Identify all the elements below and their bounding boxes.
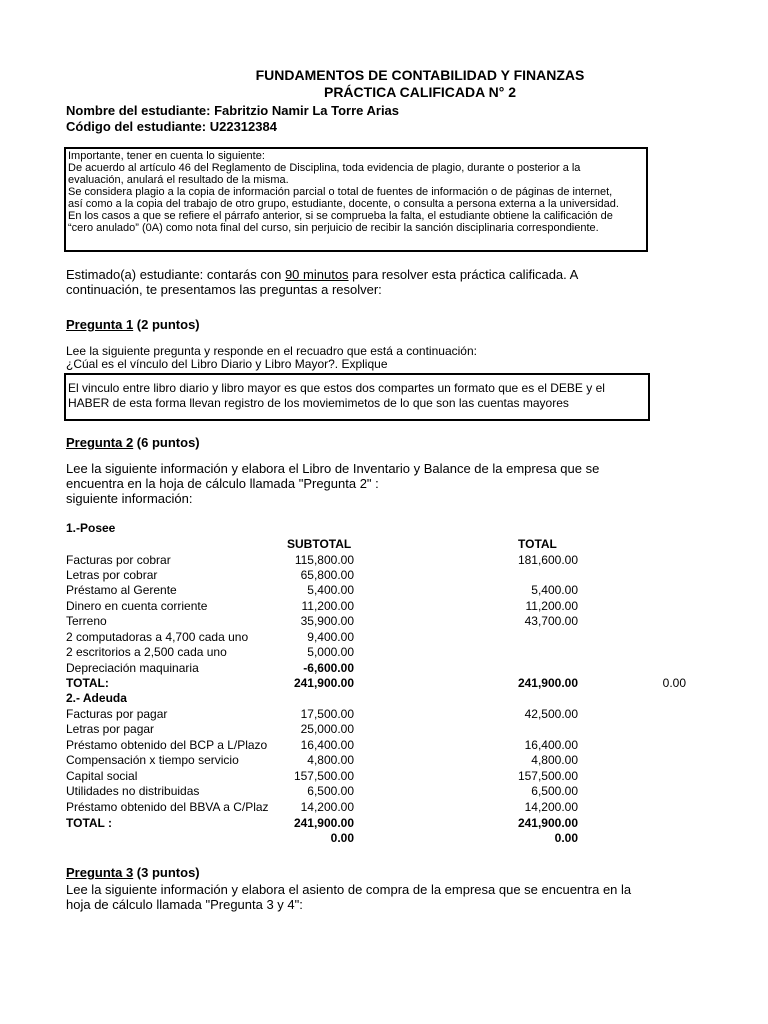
row-total: 241,900.00: [517, 676, 578, 690]
notice-line: Importante, tener en cuenta lo siguiente:: [68, 150, 265, 162]
row-label: Depreciación maquinaria: [66, 661, 199, 675]
question-3-instruction-1: Lee la siguiente información y elabora el asiento de compra de la empresa que se encuentra en la: [66, 882, 632, 897]
section-posee: 1.-Posee: [66, 521, 116, 535]
question-2-instruction-3: siguiente información:: [66, 491, 193, 506]
question-1-points: (2 puntos): [133, 317, 200, 332]
student-name: Nombre del estudiante: Fabritzio Namir La Torre Arias: [66, 103, 400, 118]
row-subtotal: 241,900.00: [293, 816, 354, 830]
row-label: Utilidades no distribuidas: [66, 784, 200, 798]
row-difference: 0.00: [662, 676, 686, 690]
row-subtotal: 5,400.00: [307, 583, 354, 597]
question-3-title: Pregunta 3: [66, 865, 134, 880]
row-subtotal: -6,600.00: [303, 661, 354, 675]
row-subtotal: 5,000.00: [307, 645, 354, 659]
row-subtotal: 25,000.00: [300, 722, 354, 736]
row-subtotal: 35,900.00: [300, 614, 354, 628]
answer-line: El vinculo entre libro diario y libro mayor es que estos dos compartes un formato que es el DEBE y el: [68, 381, 605, 395]
intro-time: 90 minutos: [284, 267, 349, 282]
row-total: 5,400.00: [531, 583, 578, 597]
notice-line: así como a la copia del trabajo de otro grupo, estudiante, docente, o consulta a persona externa a la universidad.: [68, 198, 619, 210]
question-1-answer-box[interactable]: [64, 373, 650, 421]
intro-text: Estimado(a) estudiante: contarás con: [66, 267, 285, 282]
row-subtotal: 17,500.00: [300, 707, 354, 721]
row-subtotal: 6,500.00: [307, 784, 354, 798]
question-1-prompt: ¿Cúal es el vínculo del Libro Diario y Libro Mayor?. Explique: [66, 357, 388, 371]
row-label: Letras por pagar: [66, 722, 155, 736]
row-label: 2 escritorios a 2,500 cada uno: [66, 645, 227, 659]
question-3-instruction-2: hoja de cálculo llamada "Pregunta 3 y 4":: [66, 897, 303, 912]
question-3-points: (3 puntos): [133, 865, 200, 880]
answer-line: HABER de esta forma llevan registro de los moviemimetos de lo que son las cuentas mayores: [68, 396, 569, 410]
row-label: Compensación x tiempo servicio: [66, 753, 239, 767]
intro-line-2: continuación, te presentamos las preguntas a resolver:: [66, 282, 382, 297]
question-2-instruction-2: encuentra en la hoja de cálculo llamada "Pregunta 2" :: [66, 476, 379, 491]
row-subtotal: 65,800.00: [300, 568, 354, 582]
row-total: 42,500.00: [524, 707, 578, 721]
row-label: Dinero en cuenta corriente: [66, 599, 208, 613]
row-total: 6,500.00: [531, 784, 578, 798]
row-label: Facturas por cobrar: [66, 553, 171, 567]
question-2-heading: [66, 435, 200, 450]
question-1-instruction: Lee la siguiente pregunta y responde en el recuadro que está a continuación:: [66, 344, 477, 358]
row-label: TOTAL:: [66, 676, 109, 690]
row-subtotal: 157,500.00: [293, 769, 354, 783]
document-title: FUNDAMENTOS DE CONTABILIDAD Y FINANZAS: [255, 67, 585, 83]
document-subtitle: PRÁCTICA CALIFICADA N° 2: [323, 84, 516, 100]
intro-line-1: [66, 267, 578, 282]
notice-line: “cero anulado” (0A) como nota final del curso, sin perjuicio de recibir la sanción disciplinaria correspondiente.: [68, 222, 599, 234]
plagiarism-notice-box: [64, 147, 648, 252]
row-total: 157,500.00: [517, 769, 578, 783]
intro-text: para resolver esta práctica calificada. A: [348, 267, 579, 282]
question-2-instruction-1: Lee la siguiente información y elabora el Libro de Inventario y Balance de la empresa que se: [66, 461, 600, 476]
row-label: Capital social: [66, 769, 138, 783]
row-subtotal: 14,200.00: [300, 800, 354, 814]
row-subtotal: 4,800.00: [307, 753, 354, 767]
question-1-heading: [66, 317, 200, 332]
row-subtotal: 11,200.00: [301, 599, 354, 613]
row-label: Préstamo obtenido del BCP a L/Plazo: [66, 738, 268, 752]
notice-line: evaluación, anulará el resultado de la misma.: [68, 174, 289, 186]
question-2-points: (6 puntos): [133, 435, 200, 450]
notice-line: Se considera plagio a la copia de información parcial o total de fuentes de información o de páginas de internet,: [68, 186, 613, 198]
row-label: Terreno: [66, 614, 107, 628]
row-total: 4,800.00: [531, 753, 578, 767]
section-adeuda: 2.- Adeuda: [66, 691, 127, 705]
row-subtotal: 9,400.00: [307, 630, 354, 644]
row-label: TOTAL :: [66, 816, 112, 830]
notice-line: De acuerdo al artículo 46 del Reglamento de Disciplina, toda evidencia de plagio, durante o posterior a la: [68, 162, 581, 174]
row-label: Letras por cobrar: [66, 568, 158, 582]
row-label: Facturas por pagar: [66, 707, 168, 721]
row-subtotal: 16,400.00: [300, 738, 354, 752]
row-total: 14,200.00: [524, 800, 578, 814]
student-code: Código del estudiante: U22312384: [66, 119, 277, 134]
row-total: 11,200.00: [525, 599, 578, 613]
row-total: 181,600.00: [517, 553, 578, 567]
question-1-title: Pregunta 1: [66, 317, 134, 332]
notice-line: En los casos a que se refiere el párrafo anterior, si se comprueba la falta, el estudiante obtiene la calificación de: [68, 210, 613, 222]
row-subtotal: 0.00: [330, 831, 354, 845]
row-total: 16,400.00: [524, 738, 578, 752]
row-subtotal: 241,900.00: [293, 676, 354, 690]
row-label: Préstamo obtenido del BBVA a C/Plaz: [66, 800, 269, 814]
question-2-title: Pregunta 2: [66, 435, 134, 450]
row-label: 2 computadoras a 4,700 cada uno: [66, 630, 249, 644]
col-subtotal-header: SUBTOTAL: [287, 537, 352, 551]
row-subtotal: 115,800.00: [294, 553, 354, 567]
row-total: 0.00: [554, 831, 578, 845]
question-3-heading: [66, 865, 200, 880]
row-label: Préstamo al Gerente: [66, 583, 177, 597]
col-total-header: TOTAL: [518, 537, 557, 551]
row-total: 43,700.00: [524, 614, 578, 628]
row-total: 241,900.00: [517, 816, 578, 830]
